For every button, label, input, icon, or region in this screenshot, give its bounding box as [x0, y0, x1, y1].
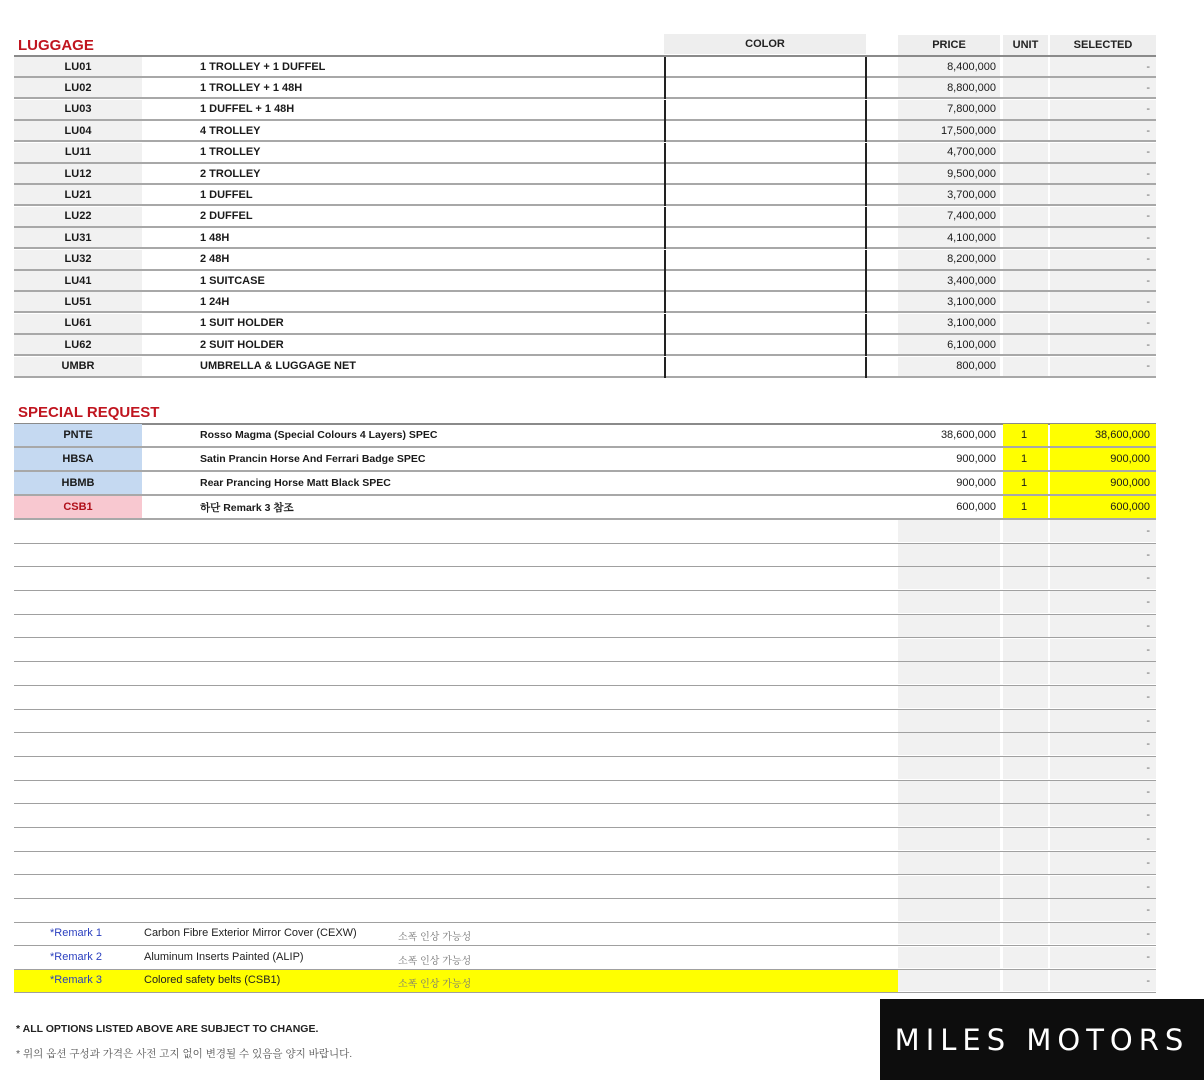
- item-selected: -: [1050, 121, 1156, 140]
- item-unit: 1: [1003, 448, 1048, 470]
- remark-label: *Remark 3: [50, 974, 102, 986]
- item-price: 17,500,000: [898, 121, 1000, 140]
- color-cell: [664, 121, 867, 142]
- item-selected: -: [1050, 143, 1156, 162]
- item-price: 8,800,000: [898, 78, 1000, 97]
- item-selected: -: [1050, 828, 1156, 850]
- item-price: 7,400,000: [898, 207, 1000, 226]
- item-description: 1 48H: [200, 231, 230, 244]
- item-selected: 600,000: [1050, 496, 1156, 518]
- item-description: Satin Prancin Horse And Ferrari Badge SPEC: [200, 453, 426, 465]
- table-row: [14, 121, 1156, 142]
- item-selected: -: [1050, 520, 1156, 542]
- item-selected: -: [1050, 733, 1156, 755]
- footnote-korean: * 위의 옵션 구성과 가격은 사전 고지 없이 변경될 수 있음을 양지 바랍니다.: [16, 1048, 353, 1060]
- empty-row: [14, 639, 1156, 663]
- table-row: [14, 424, 1156, 448]
- item-selected: -: [1050, 292, 1156, 311]
- item-price: 900,000: [956, 477, 996, 489]
- item-price: 3,100,000: [898, 292, 1000, 311]
- item-selected: -: [1050, 947, 1156, 968]
- item-unit: 1: [1003, 424, 1048, 446]
- item-selected: 38,600,000: [1050, 424, 1156, 446]
- empty-price-cell: [898, 757, 1000, 779]
- item-unit: [1003, 57, 1048, 76]
- empty-unit-cell: [1003, 852, 1048, 874]
- item-price: 4,700,000: [898, 143, 1000, 162]
- remark-text: Aluminum Inserts Painted (ALIP): [144, 950, 304, 963]
- empty-price-cell: [898, 710, 1000, 732]
- item-price: 3,700,000: [898, 185, 1000, 204]
- item-description: 1 24H: [200, 295, 230, 308]
- item-code: UMBR: [14, 357, 142, 376]
- item-selected: -: [1050, 710, 1156, 732]
- item-selected: -: [1050, 357, 1156, 376]
- item-selected: -: [1050, 639, 1156, 661]
- item-description: 1 TROLLEY: [200, 146, 261, 159]
- color-cell: [664, 164, 867, 185]
- item-selected: 900,000: [1050, 472, 1156, 494]
- item-code: CSB1: [14, 496, 142, 518]
- empty-row: [14, 876, 1156, 900]
- empty-row: [14, 710, 1156, 734]
- item-description: Rosso Magma (Special Colours 4 Layers) SPEC: [200, 429, 438, 441]
- item-unit: [1003, 357, 1048, 376]
- remark-label: *Remark 2: [50, 950, 102, 963]
- item-selected: -: [1050, 899, 1156, 921]
- table-row: [14, 314, 1156, 335]
- empty-price-cell: [898, 591, 1000, 613]
- item-selected: -: [1050, 100, 1156, 119]
- item-code: HBSA: [14, 448, 142, 470]
- empty-price-cell: [898, 923, 1000, 944]
- item-code: LU04: [14, 121, 142, 140]
- empty-price-cell: [898, 828, 1000, 850]
- item-selected: 900,000: [1050, 448, 1156, 470]
- item-code: LU32: [14, 250, 142, 269]
- item-price: 6,100,000: [898, 335, 1000, 354]
- empty-unit-cell: [1003, 757, 1048, 779]
- remark-label: *Remark 1: [50, 927, 102, 939]
- item-selected: -: [1050, 567, 1156, 589]
- item-selected: -: [1050, 757, 1156, 779]
- unit-column-header: UNIT: [1003, 35, 1048, 55]
- item-unit: 1: [1003, 496, 1048, 518]
- table-row: [14, 207, 1156, 228]
- color-cell: [664, 78, 867, 99]
- table-row: [14, 250, 1156, 271]
- color-cell: [664, 100, 867, 121]
- item-price: 900,000: [956, 453, 996, 465]
- empty-row: [14, 615, 1156, 639]
- empty-row: [14, 804, 1156, 828]
- item-description: 1 DUFFEL + 1 48H: [200, 103, 295, 116]
- special-request-section-title: SPECIAL REQUEST: [18, 404, 160, 421]
- item-price: 8,400,000: [898, 57, 1000, 76]
- item-selected: -: [1050, 781, 1156, 803]
- empty-unit-cell: [1003, 662, 1048, 684]
- item-code: LU22: [14, 207, 142, 226]
- item-price: 9,500,000: [898, 164, 1000, 183]
- item-selected: -: [1050, 876, 1156, 898]
- empty-unit-cell: [1003, 710, 1048, 732]
- table-row: [14, 164, 1156, 185]
- empty-unit-cell: [1003, 733, 1048, 755]
- empty-price-cell: [898, 781, 1000, 803]
- item-unit: 1: [1003, 472, 1048, 494]
- item-code: HBMB: [14, 472, 142, 494]
- item-unit: [1003, 143, 1048, 162]
- table-row: [14, 271, 1156, 292]
- remark-row: [14, 923, 1156, 946]
- item-code: LU12: [14, 164, 142, 183]
- empty-price-cell: [898, 567, 1000, 589]
- item-unit: [1003, 250, 1048, 269]
- remark-row: [14, 947, 1156, 970]
- item-code: LU21: [14, 185, 142, 204]
- item-selected: -: [1050, 207, 1156, 226]
- remark-text: Colored safety belts (CSB1): [144, 974, 281, 986]
- color-cell: [664, 185, 867, 206]
- item-code: LU02: [14, 78, 142, 97]
- empty-price-cell: [898, 615, 1000, 637]
- item-code: LU03: [14, 100, 142, 119]
- item-selected: -: [1050, 228, 1156, 247]
- item-selected: -: [1050, 335, 1156, 354]
- empty-row: [14, 733, 1156, 757]
- table-row: [14, 185, 1156, 206]
- table-row: [14, 292, 1156, 313]
- price-column-header: PRICE: [898, 35, 1000, 55]
- item-unit: [1003, 78, 1048, 97]
- item-unit: [1003, 164, 1048, 183]
- item-selected: -: [1050, 923, 1156, 944]
- table-row: [14, 472, 1156, 496]
- color-cell: [664, 57, 867, 78]
- empty-unit-cell: [1003, 970, 1048, 991]
- empty-price-cell: [898, 639, 1000, 661]
- empty-unit-cell: [1003, 923, 1048, 944]
- item-description: 2 SUIT HOLDER: [200, 338, 284, 351]
- empty-price-cell: [898, 804, 1000, 826]
- item-price: 3,400,000: [898, 271, 1000, 290]
- item-selected: -: [1050, 852, 1156, 874]
- empty-row: [14, 757, 1156, 781]
- item-selected: -: [1050, 686, 1156, 708]
- color-cell: [664, 250, 867, 271]
- empty-price-cell: [898, 520, 1000, 542]
- item-price: 800,000: [898, 357, 1000, 376]
- empty-unit-cell: [1003, 781, 1048, 803]
- empty-unit-cell: [1003, 567, 1048, 589]
- empty-price-cell: [898, 899, 1000, 921]
- table-row: [14, 100, 1156, 121]
- empty-row: [14, 662, 1156, 686]
- item-code: LU41: [14, 271, 142, 290]
- empty-unit-cell: [1003, 591, 1048, 613]
- table-row: [14, 143, 1156, 164]
- item-selected: -: [1050, 78, 1156, 97]
- luggage-section-title: LUGGAGE: [18, 37, 94, 54]
- item-price: 4,100,000: [898, 228, 1000, 247]
- item-description: 1 DUFFEL: [200, 188, 253, 201]
- item-price: 600,000: [956, 501, 996, 513]
- empty-price-cell: [898, 947, 1000, 968]
- item-description: 1 SUIT HOLDER: [200, 317, 284, 330]
- item-code: LU61: [14, 314, 142, 333]
- item-unit: [1003, 271, 1048, 290]
- color-cell: [664, 207, 867, 228]
- color-cell: [664, 357, 867, 378]
- empty-price-cell: [898, 662, 1000, 684]
- item-selected: -: [1050, 271, 1156, 290]
- color-cell: [664, 292, 867, 313]
- item-code: LU62: [14, 335, 142, 354]
- item-selected: -: [1050, 544, 1156, 566]
- table-row: [14, 57, 1156, 78]
- item-description: Rear Prancing Horse Matt Black SPEC: [200, 477, 391, 489]
- item-selected: -: [1050, 164, 1156, 183]
- empty-row: [14, 899, 1156, 923]
- item-selected: -: [1050, 662, 1156, 684]
- empty-unit-cell: [1003, 686, 1048, 708]
- empty-unit-cell: [1003, 544, 1048, 566]
- item-code: LU01: [14, 57, 142, 76]
- item-selected: -: [1050, 804, 1156, 826]
- remark-note: 소폭 인상 가능성: [398, 932, 472, 943]
- table-row: [14, 78, 1156, 99]
- empty-unit-cell: [1003, 947, 1048, 968]
- item-code: LU11: [14, 143, 142, 162]
- table-row: [14, 448, 1156, 472]
- empty-unit-cell: [1003, 876, 1048, 898]
- item-description: 1 SUITCASE: [200, 274, 265, 287]
- empty-row: [14, 544, 1156, 568]
- item-unit: [1003, 121, 1048, 140]
- empty-row: [14, 686, 1156, 710]
- item-description: UMBRELLA & LUGGAGE NET: [200, 360, 357, 373]
- color-cell: [664, 314, 867, 335]
- item-description: 1 TROLLEY + 1 48H: [200, 81, 303, 94]
- item-selected: -: [1050, 57, 1156, 76]
- remark-note: 소폭 인상 가능성: [398, 955, 472, 967]
- empty-price-cell: [898, 544, 1000, 566]
- empty-row: [14, 591, 1156, 615]
- table-row: [14, 335, 1156, 356]
- item-description: 4 TROLLEY: [200, 124, 261, 137]
- item-code: LU31: [14, 228, 142, 247]
- item-price: 7,800,000: [898, 100, 1000, 119]
- item-unit: [1003, 314, 1048, 333]
- item-selected: -: [1050, 314, 1156, 333]
- empty-unit-cell: [1003, 828, 1048, 850]
- item-unit: [1003, 335, 1048, 354]
- item-price: 38,600,000: [940, 429, 996, 441]
- remark-note: 소폭 인상 가능성: [398, 979, 472, 990]
- item-selected: -: [1050, 970, 1156, 991]
- empty-row: [14, 828, 1156, 852]
- empty-unit-cell: [1003, 615, 1048, 637]
- item-code: PNTE: [14, 424, 142, 446]
- empty-unit-cell: [1003, 804, 1048, 826]
- item-selected: -: [1050, 250, 1156, 269]
- item-unit: [1003, 292, 1048, 311]
- empty-row: [14, 852, 1156, 876]
- table-row: [14, 496, 1156, 520]
- color-cell: [664, 143, 867, 164]
- item-description: 하단 Remark 3 참조: [200, 501, 294, 514]
- empty-row: [14, 520, 1156, 544]
- item-unit: [1003, 207, 1048, 226]
- empty-price-cell: [898, 876, 1000, 898]
- empty-price-cell: [898, 970, 1000, 991]
- item-price: 3,100,000: [898, 314, 1000, 333]
- item-description: 1 TROLLEY + 1 DUFFEL: [200, 60, 326, 73]
- footnote-english: * ALL OPTIONS LISTED ABOVE ARE SUBJECT TO CHANGE.: [16, 1023, 319, 1035]
- empty-price-cell: [898, 686, 1000, 708]
- item-selected: -: [1050, 185, 1156, 204]
- table-row: [14, 357, 1156, 378]
- item-description: 2 DUFFEL: [200, 210, 253, 223]
- brand-logo: MILES MOTORS: [880, 999, 1204, 1080]
- item-price: 8,200,000: [898, 250, 1000, 269]
- item-selected: -: [1050, 591, 1156, 613]
- remark-row: [14, 970, 1156, 993]
- color-cell: [664, 228, 867, 249]
- remark-text: Carbon Fibre Exterior Mirror Cover (CEXW): [144, 927, 357, 939]
- item-code: LU51: [14, 292, 142, 311]
- item-description: 2 48H: [200, 253, 230, 266]
- empty-row: [14, 567, 1156, 591]
- empty-unit-cell: [1003, 899, 1048, 921]
- color-cell: [664, 335, 867, 356]
- selected-column-header: SELECTED: [1050, 35, 1156, 55]
- item-selected: -: [1050, 615, 1156, 637]
- empty-unit-cell: [1003, 520, 1048, 542]
- item-description: 2 TROLLEY: [200, 167, 261, 180]
- item-unit: [1003, 185, 1048, 204]
- color-cell: [664, 271, 867, 292]
- empty-unit-cell: [1003, 639, 1048, 661]
- empty-price-cell: [898, 852, 1000, 874]
- color-column-header: COLOR: [664, 34, 866, 54]
- empty-row: [14, 781, 1156, 805]
- table-row: [14, 228, 1156, 249]
- item-unit: [1003, 228, 1048, 247]
- empty-price-cell: [898, 733, 1000, 755]
- item-unit: [1003, 100, 1048, 119]
